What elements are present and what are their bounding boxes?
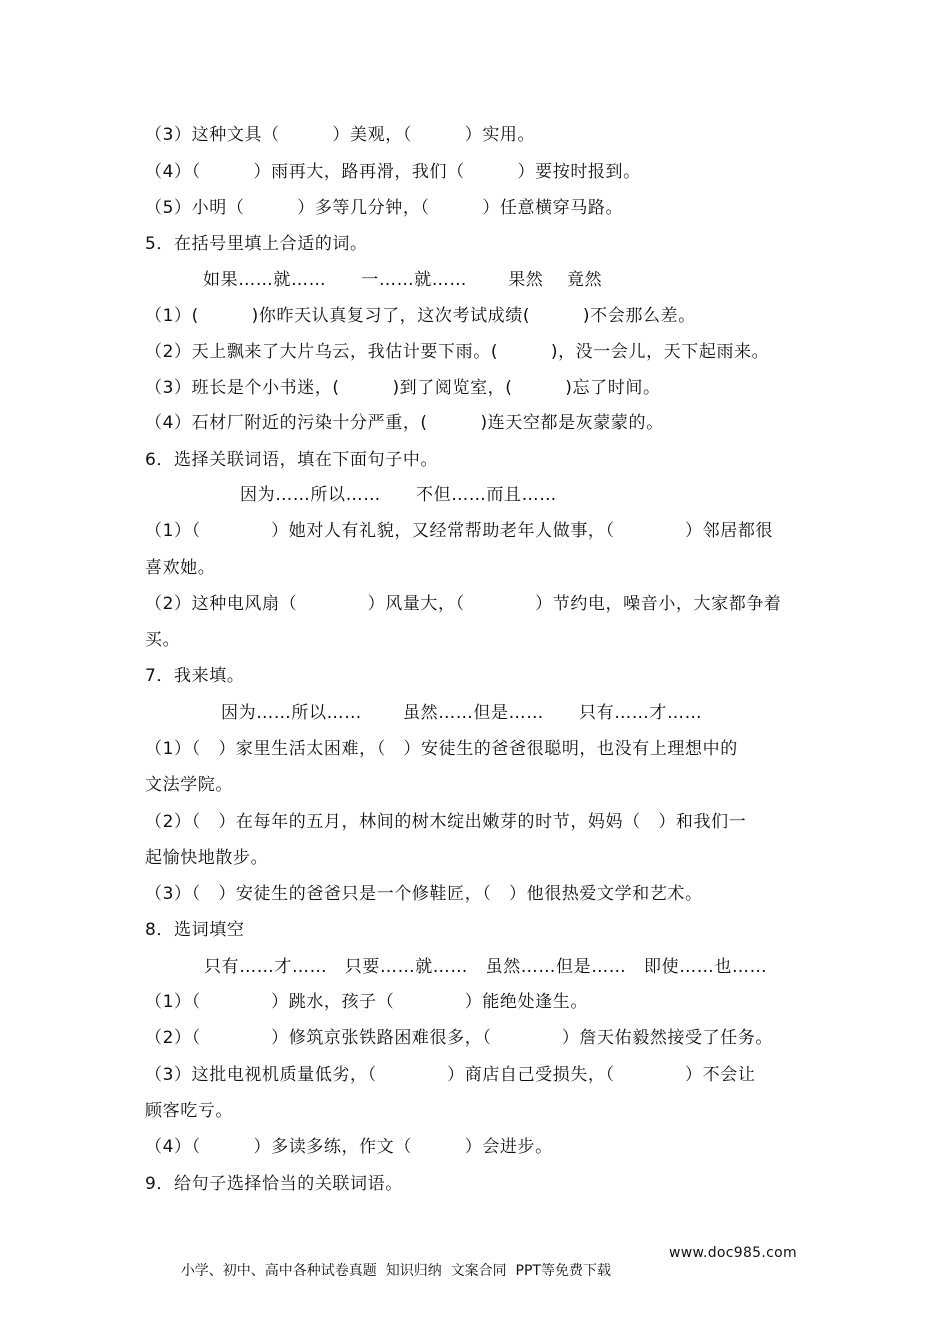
q6-item-1-cont: 喜欢她。	[145, 558, 216, 578]
q8-item-2: （2）（ ）修筑京张铁路困难很多，（ ）詹天佑毅然接受了任务。	[145, 1028, 774, 1048]
q4-item-4: （4）（ ）雨再大，路再滑，我们（ ）要按时报到。	[145, 162, 641, 182]
q4-item-5: （5）小明（ ）多等几分钟，（ ）任意横穿马路。	[145, 198, 624, 218]
q7-item-1: （1）（ ）家里生活太困难，（ ）安徒生的爸爸很聪明，也没有上理想中的	[145, 739, 738, 759]
q8-item-3: （3）这批电视机质量低劣，（ ）商店自己受损失，（ ）不会让	[145, 1065, 756, 1085]
q8-item-3-cont: 顾客吃亏。	[145, 1101, 233, 1121]
q7-options: 因为……所以…… 虽然……但是…… 只有……才……	[221, 703, 703, 723]
q6-options: 因为……所以…… 不但……而且……	[240, 485, 557, 505]
q8-item-4: （4）（ ）多读多练，作文（ ）会进步。	[145, 1137, 553, 1157]
q8-item-1: （1）（ ）跳水，孩子（ ）能绝处逢生。	[145, 992, 588, 1012]
q5-item-2: （2）天上飘来了大片乌云，我估计要下雨。( )，没一会儿，天下起雨来。	[145, 342, 770, 362]
q7-item-2: （2）（ ）在每年的五月，林间的树木绽出嫩芽的时节，妈妈（ ）和我们一	[145, 812, 747, 832]
q6-item-2: （2）这种电风扇（ ）风量大，（ ）节约电，噪音小，大家都争着	[145, 594, 782, 614]
page-footer	[163, 1244, 797, 1316]
q5-options: 如果……就…… 一……就…… 果然 竟然	[203, 270, 603, 290]
q9-heading: 9．给句子选择恰当的关联词语。	[145, 1174, 403, 1194]
q7-heading: 7．我来填。	[145, 666, 245, 686]
footer-url[interactable]: www.doc985.com	[669, 1245, 797, 1261]
q8-options: 只有……才…… 只要……就…… 虽然……但是…… 即使……也……	[204, 957, 768, 977]
q7-item-2-cont: 起愉快地散步。	[145, 848, 269, 868]
q8-heading: 8．选词填空	[145, 920, 245, 940]
footer-text: 小学、初中、高中各种试卷真题 知识归纳 文案合同 PPT等免费下载	[180, 1263, 611, 1279]
q5-item-1: （1）( )你昨天认真复习了，这次考试成绩( )不会那么差。	[145, 306, 696, 326]
q7-item-3: （3）（ ）安徒生的爸爸只是一个修鞋匠，（ ）他很热爱文学和艺术。	[145, 884, 703, 904]
q5-item-4: （4）石材厂附近的污染十分严重，( )连天空都是灰蒙蒙的。	[145, 413, 664, 433]
q5-heading: 5．在括号里填上合适的词。	[145, 234, 368, 254]
q6-item-1: （1）（ ）她对人有礼貌，又经常帮助老年人做事，（ ）邻居都很	[145, 521, 774, 541]
q6-item-2-cont: 买。	[145, 630, 181, 650]
q5-item-3: （3）班长是个小书迷，( )到了阅览室，( )忘了时间。	[145, 378, 661, 398]
q7-item-1-cont: 文法学院。	[145, 775, 233, 795]
q6-heading: 6．选择关联词语，填在下面句子中。	[145, 450, 439, 470]
q4-item-3: （3）这种文具（ ）美观，（ ）实用。	[145, 125, 536, 145]
